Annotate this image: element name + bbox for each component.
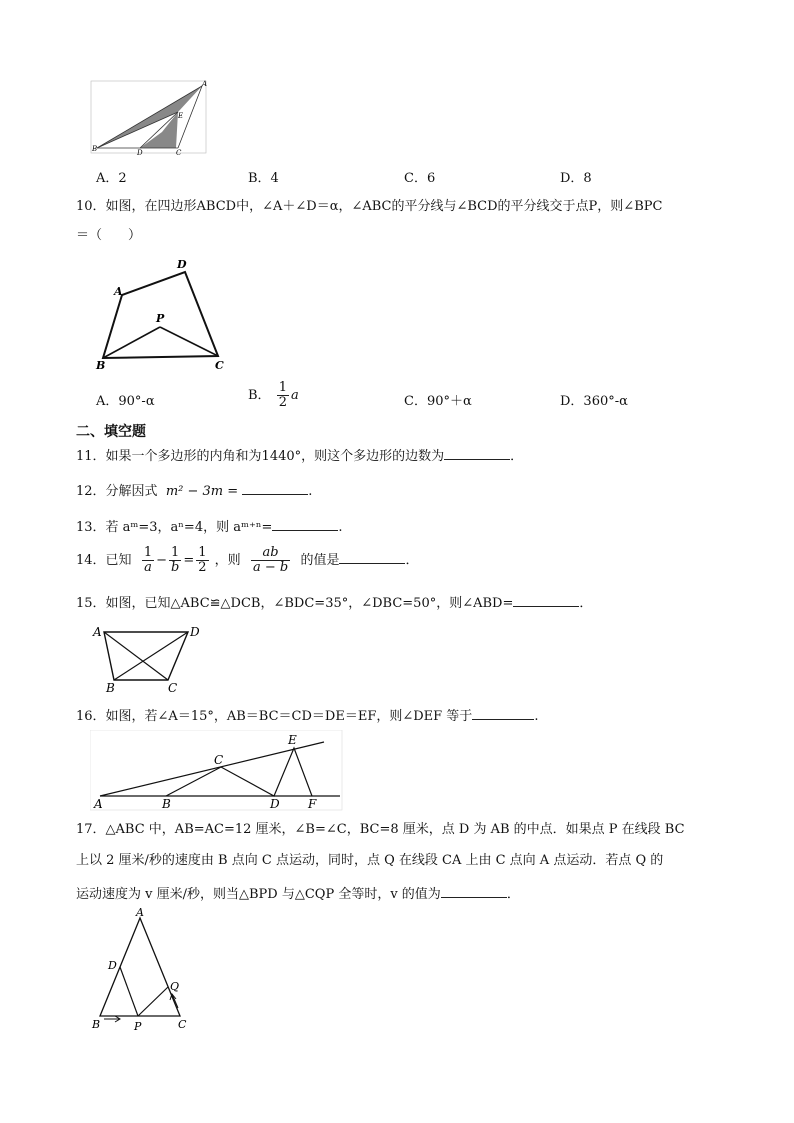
q14 <box>76 544 418 578</box>
q12-text: 12．分解因式 <box>76 484 158 499</box>
q15-trapezoid <box>104 632 188 680</box>
q9-label-b: B <box>92 145 98 153</box>
q17-line2: 上以 2 厘米/秒的速度由 B 点向 C 点运动，同时，点 Q 在线段 CA 上由 C 点向 A 点运动．若点 Q 的 <box>76 853 664 868</box>
q10-label-a: A <box>114 285 123 298</box>
q14-f4-den: a − b <box>252 560 289 575</box>
q14-f3-num: 1 <box>198 545 207 560</box>
q9-label-e: E <box>178 112 184 120</box>
q10-text-line2: ＝（ ） <box>76 228 142 243</box>
q17-arrow-cq <box>172 994 178 1008</box>
q15-figure <box>90 622 210 694</box>
q10-text-line1: 10．如图，在四边形ABCD中，∠A＋∠D＝α，∠ABC的平分线与∠BCD的平分线交于点P，则∠BPC <box>76 199 663 214</box>
q17-label-c: C <box>178 1018 187 1031</box>
q11 <box>76 447 523 465</box>
q17-line-pq <box>138 987 168 1016</box>
q14-suffix: 的值是 <box>300 553 340 568</box>
q10-option-b-fraction <box>277 381 289 410</box>
q15-line-db <box>114 632 188 680</box>
q14-f2-den: b <box>171 560 180 575</box>
q15-answer-blank[interactable] <box>513 594 579 607</box>
q16-answer-blank[interactable] <box>472 707 534 720</box>
q10-option-c: C．90°＋α <box>404 394 472 409</box>
q15 <box>76 594 592 612</box>
section-title: 二、填空题 <box>76 424 146 440</box>
q14-fraction-3 <box>196 546 208 575</box>
q17-line3-text: 运动速度为 v 厘米/秒，则当△BPD 与△CQP 全等时，v 的值为 <box>76 887 441 902</box>
q16-text: 16．如图，若∠A＝15°，AB＝BC＝CD＝DE＝EF，则∠DEF 等于 <box>76 709 473 724</box>
q15-label-c: C <box>168 681 178 694</box>
q10-label-c: C <box>215 359 224 372</box>
q16-figure <box>90 730 346 812</box>
q14-f4-num: ab <box>251 546 290 561</box>
q17-label-b: B <box>92 1018 101 1031</box>
q15-label-d: D <box>190 625 200 639</box>
q16-label-b: B <box>162 797 171 811</box>
q16-label-a: A <box>94 797 103 811</box>
q16 <box>76 707 538 725</box>
q14-f3-den: 2 <box>198 560 207 575</box>
q17-line-dp <box>120 967 138 1016</box>
q14-mid: ，则 <box>214 553 241 568</box>
q12 <box>76 482 312 500</box>
q14-prefix: 14．已知 <box>76 553 132 568</box>
q12-answer-blank[interactable] <box>242 482 308 495</box>
q15-text: 15．如图，已知△ABC≌△DCB，∠BDC=35°，∠DBC=50°，则∠ABD= <box>76 596 514 611</box>
q11-text: 11．如果一个多边形的内角和为1440°，则这个多边形的边数为 <box>76 449 445 464</box>
q14-answer-blank[interactable] <box>339 551 405 564</box>
q15-line-ac <box>104 632 168 680</box>
q17-answer-blank[interactable] <box>441 885 507 898</box>
q10-label-b: B <box>96 359 106 372</box>
q9-label-d: D <box>137 149 143 155</box>
q16-label-e: E <box>288 733 297 747</box>
q9-option-a: A．2 <box>96 171 127 186</box>
q10-option-b <box>248 381 299 410</box>
q15-label-b: B <box>106 681 115 694</box>
q15-label-a: A <box>93 625 102 639</box>
q10-option-b-var: a <box>290 388 299 403</box>
q9-label-a: A <box>202 80 208 88</box>
q14-equals: = <box>183 553 195 568</box>
q15-end: ． <box>579 596 593 611</box>
q10-label-d: D <box>177 258 187 271</box>
q9-figure <box>90 80 210 155</box>
q17-end: ． <box>506 887 520 902</box>
q14-f1-num: 1 <box>143 545 153 560</box>
q14-fraction-2 <box>169 546 181 575</box>
q11-answer-blank[interactable] <box>444 447 510 460</box>
q17-label-p: P <box>134 1020 142 1033</box>
q16-label-f: F <box>308 797 317 811</box>
q12-end: . <box>308 484 313 499</box>
q16-label-d: D <box>270 797 280 811</box>
q17-line3 <box>76 885 520 903</box>
q16-zigzag <box>166 748 312 796</box>
q13-end: . <box>338 520 343 535</box>
q10-option-d: D．360°-α <box>560 394 628 409</box>
q13-answer-blank[interactable] <box>272 518 338 531</box>
q14-fraction-1 <box>142 546 154 575</box>
q16-slant-line <box>100 742 324 796</box>
q14-minus: − <box>156 553 167 568</box>
q17-label-a: A <box>136 906 144 919</box>
q9-option-d: D．8 <box>560 171 592 186</box>
q17-label-d: D <box>108 959 117 972</box>
q13-text: 13．若 aᵐ=3，aⁿ=4，则 aᵐ⁺ⁿ= <box>76 520 273 535</box>
q16-end: . <box>534 709 539 724</box>
q10-figure <box>90 255 240 373</box>
q9-label-c: C <box>176 149 182 155</box>
q10-option-b-prefix: B． <box>248 388 271 403</box>
q16-label-c: C <box>214 753 224 767</box>
q9-option-c: C．6 <box>404 171 436 186</box>
q17-figure <box>88 904 198 1034</box>
q14-end: ． <box>405 553 419 568</box>
q12-expression: m² − 3m = <box>165 484 239 499</box>
q10-option-a: A．90°-α <box>96 394 155 409</box>
q11-end: ． <box>510 449 524 464</box>
q10-label-p: P <box>156 312 165 325</box>
q14-f2-num: 1 <box>169 546 181 561</box>
q10-option-b-num: 1 <box>278 380 287 395</box>
q17-label-q: Q <box>170 980 180 993</box>
q14-f1-den: a <box>144 560 152 575</box>
q14-fraction-4 <box>251 546 290 575</box>
q13 <box>76 518 342 536</box>
q17-line1: 17．△ABC 中，AB=AC=12 厘米，∠B=∠C，BC=8 厘米，点 D 为 AB 的中点．如果点 P 在线段 BC <box>76 822 685 837</box>
q10-option-b-den: 2 <box>278 395 287 410</box>
q9-option-b: B．4 <box>248 171 279 186</box>
